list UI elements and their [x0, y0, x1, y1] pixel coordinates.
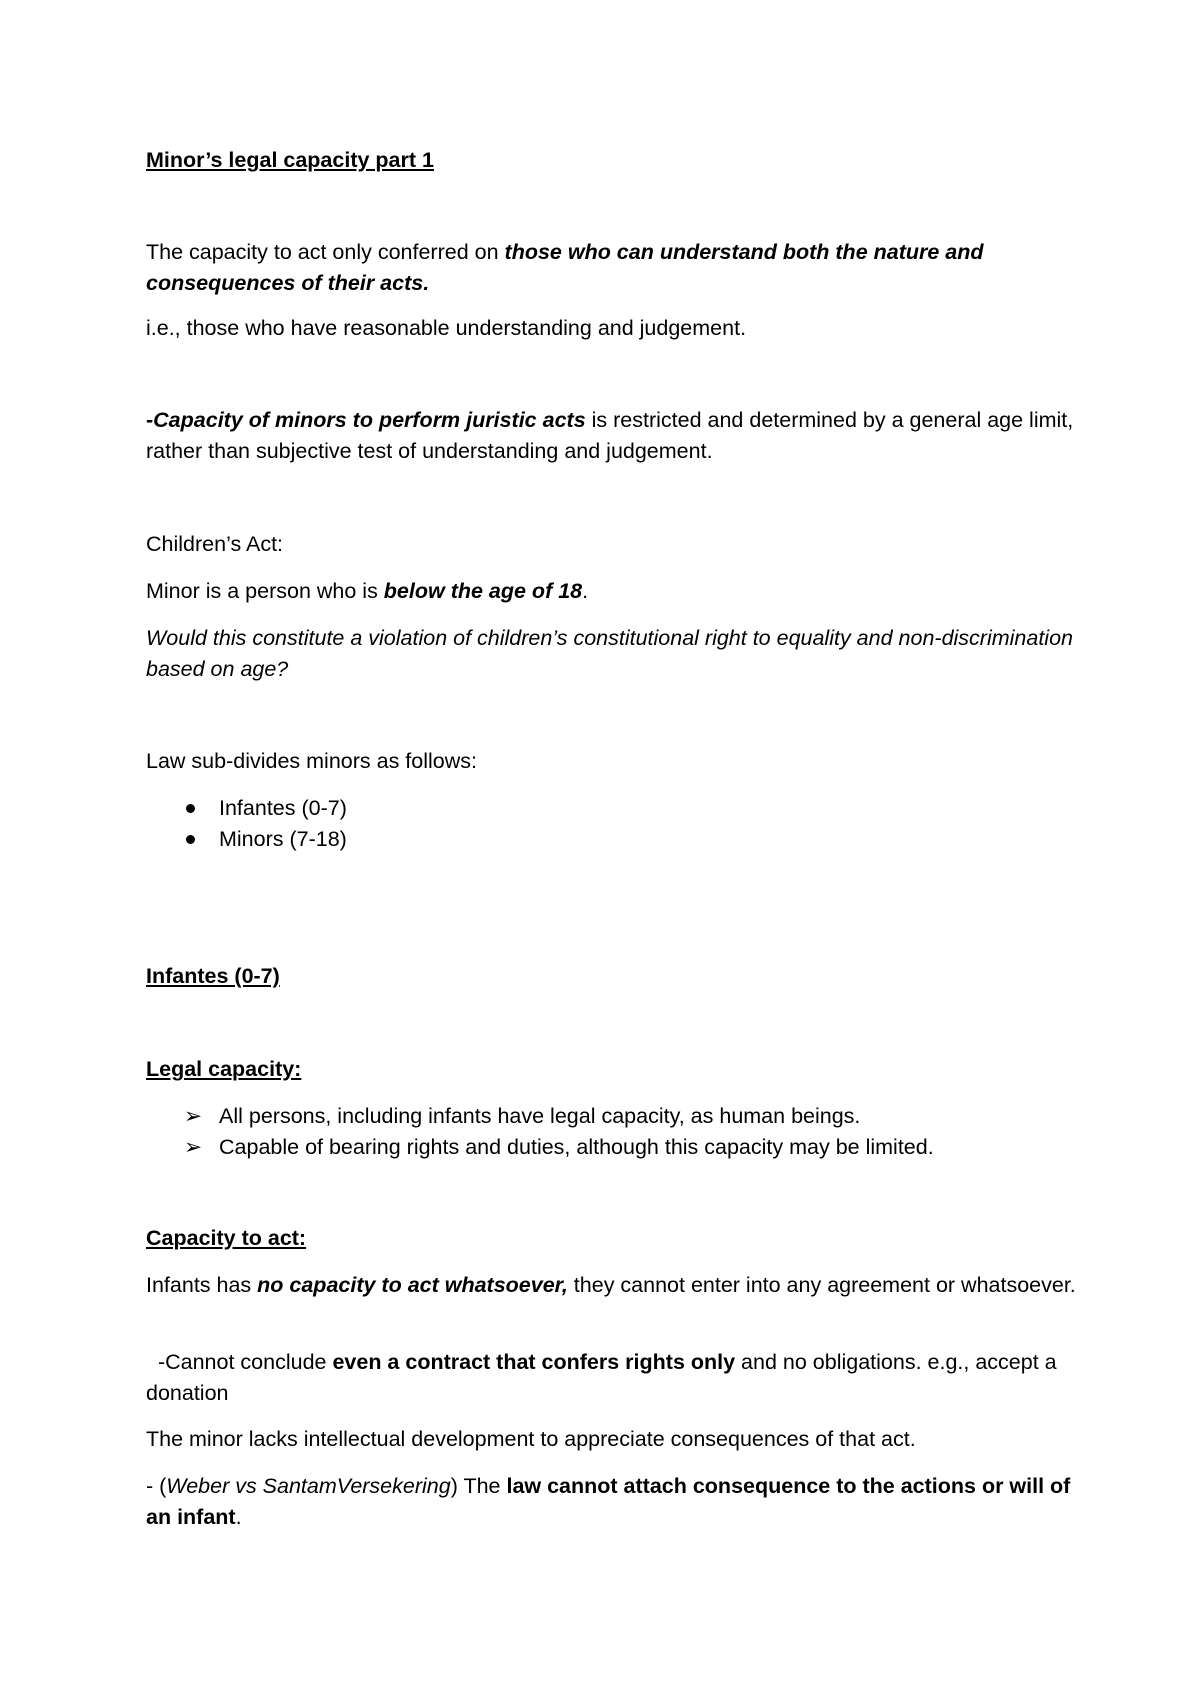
list-item-text: All persons, including infants have legal capacity, as human beings.	[219, 1104, 861, 1128]
list-item-text: Infantes (0-7)	[219, 796, 347, 820]
emphasis-text: -Capacity of minors to perform juristic acts	[146, 408, 586, 432]
text-run: Minor is a person who is	[146, 579, 384, 603]
paragraph-minor-definition	[146, 576, 1086, 607]
text-run: The capacity to act only conferred on	[146, 240, 505, 264]
paragraph-intellectual-development: The minor lacks intellectual development to appreciate consequences of that act.	[146, 1427, 916, 1451]
section-heading-capacity-to-act: Capacity to act:	[146, 1226, 307, 1250]
paragraph-question: Would this constitute a violation of children’s constitutional right to equality and non-discrimination based on age?	[146, 626, 1073, 681]
text-run: they cannot enter into any agreement or whatsoever.	[567, 1273, 1076, 1297]
list-item-text: Capable of bearing rights and duties, although this capacity may be limited.	[219, 1135, 934, 1159]
paragraph-no-capacity	[146, 1270, 1086, 1301]
paragraph-case-reference	[146, 1471, 1086, 1533]
paragraph-minors-capacity	[146, 405, 1086, 467]
paragraph-childrens-act: Children’s Act:	[146, 532, 284, 556]
list-item	[146, 793, 1086, 824]
section-heading-infantes: Infantes (0-7)	[146, 964, 280, 988]
text-run: -Cannot conclude	[146, 1350, 333, 1374]
list-item	[146, 824, 1086, 855]
bullet-icon	[186, 835, 195, 844]
section-heading-legal-capacity: Legal capacity:	[146, 1057, 302, 1081]
paragraph-capacity-definition	[146, 237, 1086, 299]
age-groups-list	[146, 793, 1086, 855]
bold-text: even a contract that confers rights only	[332, 1350, 736, 1374]
list-item	[146, 1132, 1086, 1163]
bullet-icon	[186, 804, 195, 813]
document-title: Minor’s legal capacity part 1	[146, 148, 434, 172]
text-run: is restricted and determined by a general age limit, rather than subjective test of understanding and judgement.	[146, 408, 1074, 463]
legal-capacity-list	[146, 1101, 1086, 1163]
emphasis-text: below the age of 18	[383, 579, 583, 603]
text-run: ) The	[450, 1474, 507, 1498]
list-item	[146, 1101, 1086, 1132]
text-run: - (	[146, 1474, 167, 1498]
emphasis-text: those who can understand both the nature and consequences of their acts.	[146, 240, 984, 295]
text-run: Infants has	[146, 1273, 258, 1297]
case-name: Weber vs SantamVersekering	[166, 1474, 451, 1498]
arrow-bullet-icon: ➢	[184, 1104, 203, 1128]
emphasis-text: no capacity to act whatsoever,	[257, 1273, 568, 1297]
paragraph-ie: i.e., those who have reasonable understanding and judgement.	[146, 316, 747, 340]
list-item-text: Minors (7-18)	[219, 827, 347, 851]
paragraph-cannot-conclude	[146, 1347, 1086, 1409]
text-run: .	[235, 1505, 242, 1529]
text-run: .	[582, 579, 589, 603]
text-run: and no obligations. e.g., accept a donation	[146, 1350, 1063, 1405]
paragraph-subdivides: Law sub-divides minors as follows:	[146, 749, 477, 773]
arrow-bullet-icon: ➢	[184, 1135, 203, 1159]
bold-text: law cannot attach consequence to the actions or will of an infant	[146, 1474, 1071, 1529]
